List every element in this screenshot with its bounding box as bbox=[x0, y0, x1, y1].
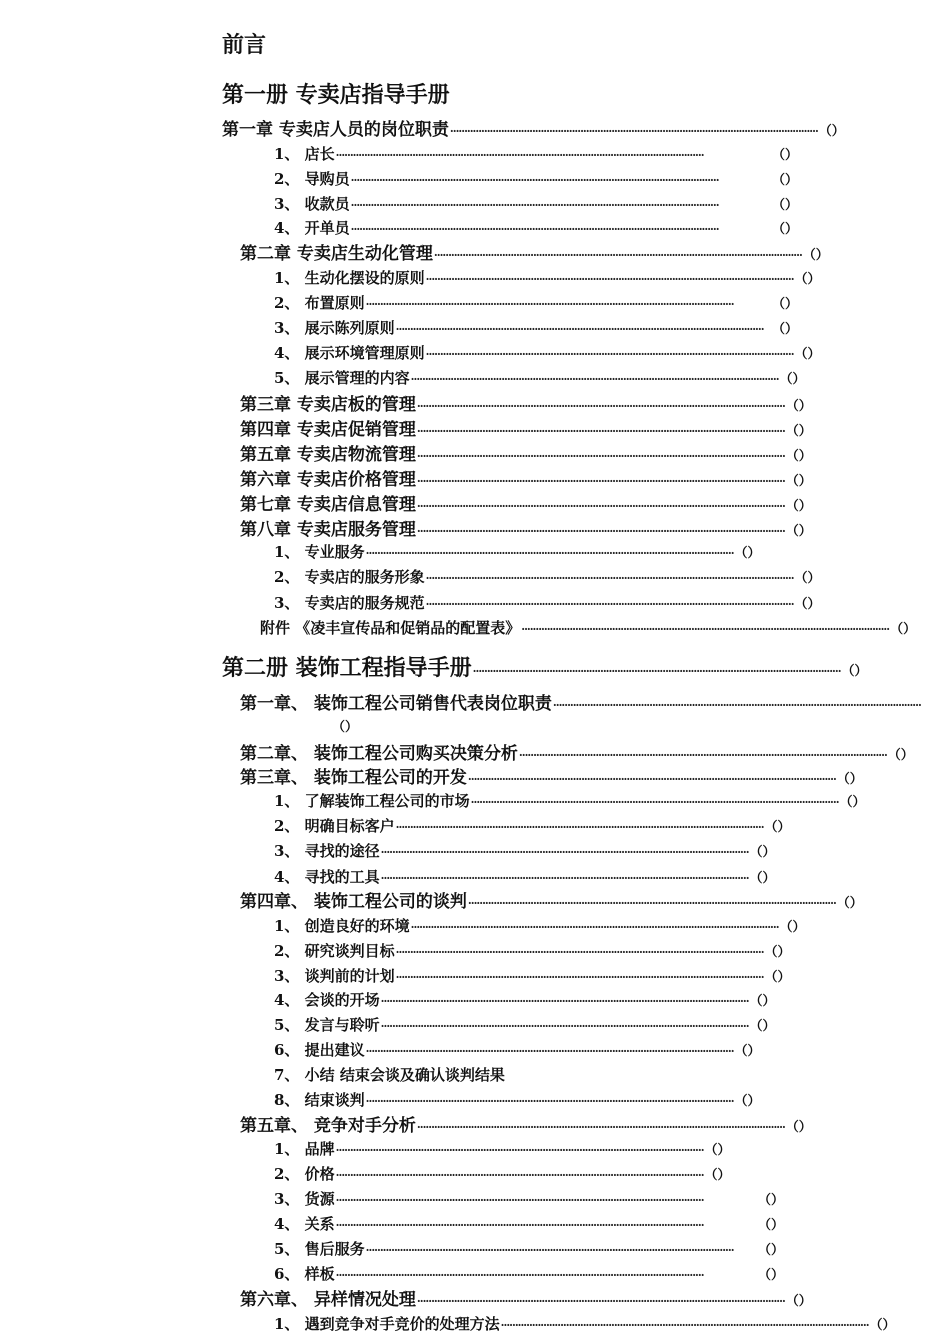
dot-leader: ·································································································································· bbox=[416, 450, 785, 463]
toc-entry-title: 第一章、 装饰工程公司销售代表岗位职责 bbox=[240, 694, 552, 714]
page-number: （） bbox=[785, 1294, 812, 1309]
toc-entry-b2-ch3[interactable] bbox=[240, 768, 863, 788]
dot-leader: ·································································································································· bbox=[365, 1244, 734, 1257]
dot-leader: ·································································································································· bbox=[518, 749, 887, 762]
dot-leader: ·································································································································· bbox=[425, 348, 794, 361]
page-number: （） bbox=[836, 772, 863, 787]
toc-entry-b2-ch4-3[interactable] bbox=[274, 967, 791, 985]
page-number: （） bbox=[771, 148, 798, 163]
toc-entry-b2-ch4-4[interactable] bbox=[274, 991, 776, 1009]
toc-entry-b2-ch4-7[interactable] bbox=[274, 1068, 505, 1083]
toc-entry-b2-ch4-8[interactable] bbox=[274, 1091, 761, 1109]
toc-entry-title: 4、 会谈的开场 bbox=[274, 991, 380, 1009]
toc-entry-b1-ch5[interactable] bbox=[240, 445, 812, 465]
toc-entry-title: 第六章、 异样情况处理 bbox=[240, 1290, 416, 1310]
page-number: （） bbox=[704, 1168, 731, 1183]
toc-entry-b2-ch5-4[interactable] bbox=[274, 1217, 784, 1232]
toc-entry-title: 2、 导购员 bbox=[274, 170, 350, 188]
toc-entry-b1-ch1-2[interactable] bbox=[274, 172, 798, 187]
toc-entry-title: 第三章、 装饰工程公司的开发 bbox=[240, 768, 467, 788]
dot-leader: ·································································································································· bbox=[365, 1045, 734, 1058]
toc-entry-title: 3、 展示陈列原则 bbox=[274, 319, 395, 337]
page-number: （） bbox=[802, 248, 829, 263]
book2-heading[interactable] bbox=[222, 655, 868, 681]
toc-entry-b1-ch1[interactable] bbox=[222, 120, 845, 140]
preface-heading bbox=[222, 34, 266, 56]
dot-leader: ·································································································································· bbox=[365, 547, 734, 560]
dot-leader: ·································································································································· bbox=[416, 400, 785, 413]
toc-entry-title: 第一章 专卖店人员的岗位职责 bbox=[222, 120, 449, 140]
toc-entry-title: 8、 结束谈判 bbox=[274, 1091, 365, 1109]
toc-entry-title: 2、 研究谈判目标 bbox=[274, 942, 395, 960]
dot-leader: ·································································································································· bbox=[380, 1020, 749, 1033]
toc-entry-b2-ch4-6[interactable] bbox=[274, 1041, 761, 1059]
toc-entry-b2-ch5-2[interactable] bbox=[274, 1165, 731, 1183]
toc-entry-b1-ch2[interactable] bbox=[240, 244, 829, 264]
toc-entry-title: 4、 寻找的工具 bbox=[274, 868, 380, 886]
dot-leader: ·································································································································· bbox=[410, 921, 779, 934]
toc-entry-title: 第八章 专卖店服务管理 bbox=[240, 520, 416, 540]
dot-leader: ·································································································································· bbox=[395, 821, 764, 834]
toc-entry-b2-ch4-5[interactable] bbox=[274, 1016, 776, 1034]
dot-leader: ·································································································································· bbox=[395, 323, 764, 336]
page-number: （） bbox=[764, 820, 791, 835]
toc-entry-title: 3、 寻找的途径 bbox=[274, 842, 380, 860]
dot-leader: ·································································································································· bbox=[416, 1295, 785, 1308]
dot-leader: ·································································································································· bbox=[335, 1144, 704, 1157]
toc-entry-title: 5、 售后服务 bbox=[274, 1240, 365, 1258]
dot-leader: ·································································································································· bbox=[433, 249, 802, 262]
dot-leader: ·································································································································· bbox=[416, 525, 785, 538]
page-number: （） bbox=[757, 1193, 784, 1208]
toc-entry-title: 1、 遇到竞争对手竞价的处理方法 bbox=[274, 1315, 500, 1333]
dot-leader: ·································································································································· bbox=[365, 298, 734, 311]
dot-leader: ·································································································································· bbox=[467, 773, 836, 786]
toc-entry-title: 5、 发言与聆听 bbox=[274, 1016, 380, 1034]
page-number: （） bbox=[785, 524, 812, 539]
page-number: （） bbox=[734, 1044, 761, 1059]
page-number: （） bbox=[332, 720, 359, 735]
page-number: （） bbox=[749, 845, 776, 860]
dot-leader: ·································································································································· bbox=[416, 500, 785, 513]
toc-entry-b1-ch4[interactable] bbox=[240, 420, 812, 440]
toc-entry-b2-ch5-6[interactable] bbox=[274, 1267, 784, 1282]
page-number: （） bbox=[734, 546, 761, 561]
toc-entry-b1-ch3[interactable] bbox=[240, 395, 812, 415]
book1-heading bbox=[222, 84, 450, 106]
toc-entry-title: 2、 明确目标客户 bbox=[274, 817, 395, 835]
toc-entry-title: 1、 生动化摆设的原则 bbox=[274, 269, 425, 287]
dot-leader: ·································································································································· bbox=[365, 1095, 734, 1108]
dot-leader: ·································································································································· bbox=[395, 946, 764, 959]
page-number: （） bbox=[794, 347, 821, 362]
book1-title: 第一册 专卖店指导手册 bbox=[222, 82, 450, 108]
toc-entry-title: 3、 收款员 bbox=[274, 195, 350, 213]
dot-leader: ·································································································································· bbox=[552, 699, 921, 712]
toc-entry-b1-ch7[interactable] bbox=[240, 495, 812, 515]
toc-entry-title: 第五章 专卖店物流管理 bbox=[240, 445, 416, 465]
page-number: （） bbox=[734, 1094, 761, 1109]
page-number: （） bbox=[785, 499, 812, 514]
toc-entry-b1-ch2-1[interactable] bbox=[274, 269, 821, 287]
toc-entry-b2-ch3-4[interactable] bbox=[274, 868, 776, 886]
page-number: （） bbox=[779, 920, 806, 935]
toc-entry-title: 第二章 专卖店生动化管理 bbox=[240, 244, 433, 264]
toc-entry-b1-ch6[interactable] bbox=[240, 470, 812, 490]
page-number: （） bbox=[771, 222, 798, 237]
toc-entry-b2-ch5[interactable] bbox=[240, 1116, 812, 1136]
toc-entry-b1-ch1-4[interactable] bbox=[274, 221, 798, 236]
toc-entry-title: 第七章 专卖店信息管理 bbox=[240, 495, 416, 515]
toc-entry-title: 第三章 专卖店板的管理 bbox=[240, 395, 416, 415]
toc-entry-b1-ch8-1[interactable] bbox=[274, 543, 761, 561]
dot-leader: ·································································································································· bbox=[395, 971, 764, 984]
dot-leader: ·································································································································· bbox=[416, 425, 785, 438]
dot-leader: ·································································································································· bbox=[350, 199, 719, 212]
page-number: （） bbox=[785, 474, 812, 489]
toc-entry-title: 1、 专业服务 bbox=[274, 543, 365, 561]
page-number: （） bbox=[771, 297, 798, 312]
dot-leader: ·································································································································· bbox=[467, 897, 836, 910]
toc-entry-b1-ch2-4[interactable] bbox=[274, 344, 821, 362]
page-number: （） bbox=[764, 970, 791, 985]
dot-leader: ·································································································································· bbox=[416, 475, 785, 488]
toc-entry-b1-ch2-3[interactable] bbox=[274, 321, 798, 336]
toc-entry-b1-appendix[interactable] bbox=[260, 619, 917, 637]
page-number: （） bbox=[749, 1019, 776, 1034]
toc-entry-title: 6、 样板 bbox=[274, 1265, 335, 1283]
toc-entry-b2-ch3-3[interactable] bbox=[274, 842, 776, 860]
toc-entry-title: 1、 品牌 bbox=[274, 1140, 335, 1158]
toc-entry-b2-ch6-1[interactable] bbox=[274, 1315, 896, 1333]
toc-entry-title: 7、 小结 结束会谈及确认谈判结果 bbox=[274, 1066, 505, 1084]
toc-entry-title: 4、 展示环境管理原则 bbox=[274, 344, 425, 362]
dot-leader: ·································································································································· bbox=[335, 1269, 704, 1282]
page-number: （） bbox=[794, 597, 821, 612]
toc-entry-b2-ch4-1[interactable] bbox=[274, 917, 806, 935]
page-number: （） bbox=[749, 994, 776, 1009]
dot-leader: ·································································································································· bbox=[335, 1194, 704, 1207]
toc-entry-title: 第二章、 装饰工程公司购买决策分析 bbox=[240, 744, 518, 764]
toc-entry-title: 2、 专卖店的服务形象 bbox=[274, 568, 425, 586]
page-number: （） bbox=[757, 1268, 784, 1283]
toc-entry-b2-ch3-1[interactable] bbox=[274, 792, 866, 810]
dot-leader: ·································································································································· bbox=[410, 373, 779, 386]
dot-leader: ·································································································································· bbox=[335, 1219, 704, 1232]
page-number: （） bbox=[771, 322, 798, 337]
dot-leader: ·································································································································· bbox=[380, 846, 749, 859]
toc-entry-b1-ch2-5[interactable] bbox=[274, 369, 806, 387]
toc-entry-title: 1、 创造良好的环境 bbox=[274, 917, 410, 935]
toc-entry-b2-ch4[interactable] bbox=[240, 892, 863, 912]
dot-leader: ·································································································································· bbox=[350, 174, 719, 187]
toc-entry-b2-ch3-2[interactable] bbox=[274, 817, 791, 835]
toc-entry-title: 1、 店长 bbox=[274, 145, 335, 163]
toc-entry-b2-ch1[interactable] bbox=[240, 694, 921, 714]
dot-leader: ·································································································································· bbox=[425, 598, 794, 611]
toc-entry-b2-ch2[interactable] bbox=[240, 744, 914, 764]
page-number: （） bbox=[771, 173, 798, 188]
dot-leader: ·································································································································· bbox=[500, 1319, 869, 1332]
page-number: （） bbox=[836, 896, 863, 911]
toc-entry-title: 第五章、 竞争对手分析 bbox=[240, 1116, 416, 1136]
dot-leader: ·································································································································· bbox=[472, 665, 841, 678]
toc-entry-title: 第四章、 装饰工程公司的谈判 bbox=[240, 892, 467, 912]
toc-entry-b2-ch6[interactable] bbox=[240, 1290, 812, 1310]
toc-entry-title: 4、 关系 bbox=[274, 1215, 335, 1233]
toc-entry-b1-ch8-2[interactable] bbox=[274, 568, 821, 586]
page-number: （） bbox=[757, 1243, 784, 1258]
page-number: （） bbox=[771, 198, 798, 213]
toc-entry-b1-ch8-3[interactable] bbox=[274, 594, 821, 612]
dot-leader: ·································································································································· bbox=[335, 149, 704, 162]
page-number: （） bbox=[818, 124, 845, 139]
page-number: （） bbox=[785, 1120, 812, 1135]
toc-entry-title: 第六章 专卖店价格管理 bbox=[240, 470, 416, 490]
toc-entry-title: 4、 开单员 bbox=[274, 219, 350, 237]
preface-title: 前言 bbox=[222, 32, 267, 58]
page-number: （） bbox=[839, 795, 866, 810]
page-number: （） bbox=[779, 372, 806, 387]
toc-entry-title: 3、 专卖店的服务规范 bbox=[274, 594, 425, 612]
book2-title: 第二册 装饰工程指导手册 bbox=[222, 655, 472, 681]
page-number: （） bbox=[785, 399, 812, 414]
toc-entry-b2-ch5-5[interactable] bbox=[274, 1242, 784, 1257]
page-number: （） bbox=[890, 622, 917, 637]
toc-entry-b2-ch5-1[interactable] bbox=[274, 1140, 731, 1158]
page-number: （） bbox=[785, 424, 812, 439]
dot-leader: ·································································································································· bbox=[425, 273, 794, 286]
toc-entry-title: 2、 布置原则 bbox=[274, 294, 365, 312]
dot-leader: ·································································································································· bbox=[449, 125, 818, 138]
toc-entry-title: 6、 提出建议 bbox=[274, 1041, 365, 1059]
toc-entry-title: 5、 展示管理的内容 bbox=[274, 369, 410, 387]
dot-leader: ·································································································································· bbox=[350, 223, 719, 236]
page-number: （） bbox=[794, 571, 821, 586]
toc-entry-title: 附件 《凌丰宣传品和促销品的配置表》 bbox=[260, 619, 521, 637]
dot-leader: ·································································································································· bbox=[380, 995, 749, 1008]
dot-leader: ·································································································································· bbox=[335, 1169, 704, 1182]
page-number: （） bbox=[749, 871, 776, 886]
dot-leader: ·································································································································· bbox=[380, 872, 749, 885]
page-number: （） bbox=[869, 1318, 896, 1333]
page-number: （） bbox=[764, 945, 791, 960]
toc-entry-title: 1、 了解装饰工程公司的市场 bbox=[274, 792, 470, 810]
dot-leader: ·································································································································· bbox=[425, 572, 794, 585]
page-number: （） bbox=[794, 272, 821, 287]
toc-entry-b1-ch1-1[interactable] bbox=[274, 147, 798, 162]
toc-entry-b1-ch1-3[interactable] bbox=[274, 197, 798, 212]
page-number: （） bbox=[841, 664, 868, 679]
toc-entry-b2-ch1-page bbox=[332, 721, 358, 734]
toc-entry-b2-ch4-2[interactable] bbox=[274, 942, 791, 960]
toc-entry-title: 2、 价格 bbox=[274, 1165, 335, 1183]
toc-entry-b1-ch2-2[interactable] bbox=[274, 296, 798, 311]
toc-entry-b1-ch8[interactable] bbox=[240, 520, 812, 540]
dot-leader: ·································································································································· bbox=[470, 796, 839, 809]
page-number: （） bbox=[757, 1218, 784, 1233]
page-number: （） bbox=[704, 1143, 731, 1158]
toc-entry-title: 3、 谈判前的计划 bbox=[274, 967, 395, 985]
page-number: （） bbox=[887, 748, 914, 763]
toc-entry-title: 第四章 专卖店促销管理 bbox=[240, 420, 416, 440]
toc-entry-b2-ch5-3[interactable] bbox=[274, 1192, 784, 1207]
dot-leader: ·································································································································· bbox=[416, 1121, 785, 1134]
page-number: （） bbox=[785, 449, 812, 464]
dot-leader: ·································································································································· bbox=[521, 623, 890, 636]
toc-entry-title: 3、 货源 bbox=[274, 1190, 335, 1208]
